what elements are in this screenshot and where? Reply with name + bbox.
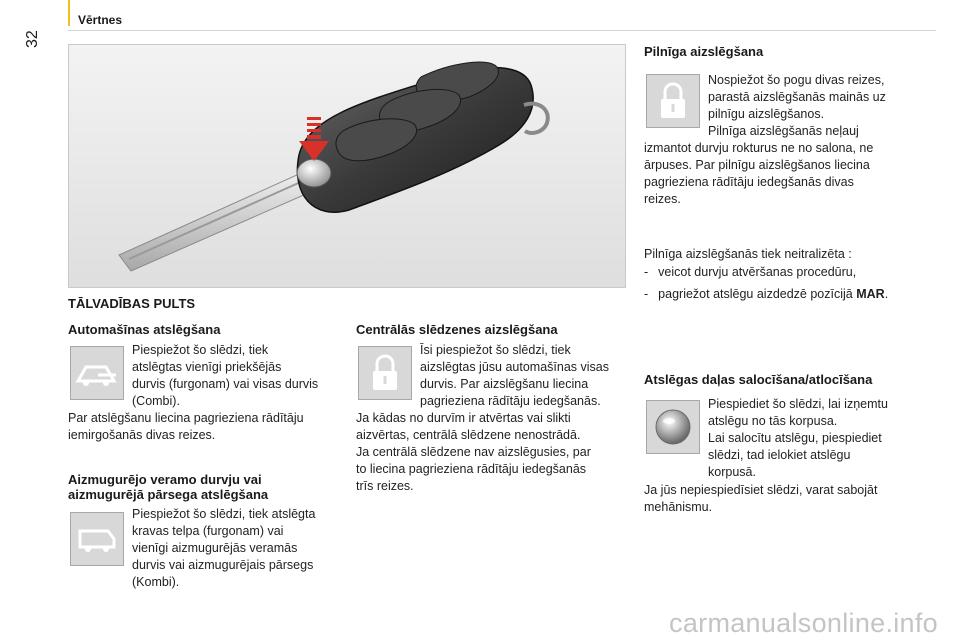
car-unlock-text <box>132 342 318 410</box>
central-lock-text <box>420 342 609 410</box>
full-lock-note <box>644 140 873 208</box>
text-line: Ja jūs nepiespiedīsiet slēdzi, varat sabojāt <box>644 483 878 497</box>
full-lock-title: Pilnīga aizslēgšana <box>644 44 764 59</box>
padlock-icon <box>370 353 400 393</box>
key-fob-illustration <box>69 45 626 288</box>
ignition-position: MAR <box>856 287 885 301</box>
bullet-text-prefix: pagriežot atslēgu aizdedzē pozīcijā <box>658 287 857 301</box>
text-line: Lai salocītu atslēgu, piespiediet <box>708 431 882 445</box>
text-line: atslēgu no tās korpusa. <box>708 414 838 428</box>
release-button-icon <box>650 404 696 450</box>
title-line: aizmugurējā pārsega atslēgšana <box>68 487 269 502</box>
text-line: durvis vai aizmugurējais pārsegs <box>132 558 314 572</box>
text-line: (Kombi). <box>132 575 180 589</box>
bullet-text-suffix: . <box>884 287 889 301</box>
neutralize-item-1 <box>644 264 856 281</box>
text-line: (Combi). <box>132 394 180 408</box>
text-line: mehānismu. <box>644 500 713 514</box>
text-line: pilnīgu aizslēgšanos. <box>708 107 825 121</box>
text-line: iemirgošanās divas reizes. <box>68 428 216 442</box>
rear-unlock-icon-box <box>70 512 124 566</box>
key-fob-photo <box>68 44 626 288</box>
text-line: korpusā. <box>708 465 756 479</box>
section-accent-bar <box>68 0 70 26</box>
watermark: carmanualsonline.info <box>669 608 938 638</box>
text-line: vienīgi aizmugurējās veramās <box>132 541 298 555</box>
fold-note <box>644 482 877 516</box>
header-divider <box>68 30 936 31</box>
text-line: Piespiežot šo slēdzi, tiek <box>132 343 269 357</box>
fold-title: Atslēgas daļas salocīšana/atlocīšana <box>644 372 873 387</box>
text-line: durvis (furgonam) vai visas durvis <box>132 377 319 391</box>
text-line: ārpuses. Par pilnīgu aizslēgšanos liecina <box>644 158 870 172</box>
text-line: slēdzi, tad ielokiet atslēgu <box>708 448 851 462</box>
central-lock-title: Centrālās slēdzenes aizslēgšana <box>356 322 558 337</box>
text-line: parastā aizslēgšanās mainās uz <box>708 90 886 104</box>
neutralize-title: Pilnīga aizslēgšanās tiek neitralizēta : <box>644 247 852 261</box>
fold-icon-box <box>646 400 700 454</box>
page-number: 32 <box>24 30 41 48</box>
car-unlock-icon <box>74 353 120 393</box>
text-line: Ja kādas no durvīm ir atvērtas vai slikti <box>356 411 571 425</box>
central-lock-note <box>356 410 591 495</box>
central-lock-icon-box <box>358 346 412 400</box>
title-line: Aizmugurējo veramo durvju vai <box>68 472 262 487</box>
text-line: trīs reizes. <box>356 479 414 493</box>
text-line: to liecina pagrieziena rādītāju iedegšanās <box>356 462 587 476</box>
text-line: kravas telpa (furgonam) vai <box>132 524 284 538</box>
car-unlock-note <box>68 410 304 444</box>
neutralize-item-2 <box>644 286 888 303</box>
bullet-dash: - <box>644 265 649 279</box>
section-title: Vērtnes <box>78 13 123 27</box>
text-line: Ja centrālā slēdzene nav aizslēgusies, par <box>356 445 591 459</box>
car-unlock-icon-box <box>70 346 124 400</box>
text-line: Īsi piespiežot šo slēdzi, tiek <box>420 343 571 357</box>
text-line: aizvērtas, centrālā slēdzene nenostrādā. <box>356 428 581 442</box>
full-lock-text <box>708 72 886 140</box>
text-line: Piespiediet šo slēdzi, lai izņemtu <box>708 397 888 411</box>
bullet-dash: - <box>644 287 649 301</box>
text-line: durvis. Par aizslēgšanu liecina <box>420 377 589 391</box>
text-line: reizes. <box>644 192 681 206</box>
text-line: Nospiežot šo pogu divas reizes, <box>708 73 885 87</box>
text-line: Pilnīga aizslēgšanās neļauj <box>708 124 859 138</box>
remote-title: TĀLVADĪBAS PULTS <box>68 296 196 311</box>
padlock-icon <box>658 81 688 121</box>
full-lock-icon-box <box>646 74 700 128</box>
rear-unlock-text <box>132 506 315 591</box>
fold-text <box>708 396 888 481</box>
text-line: Par atslēgšanu liecina pagrieziena rādītāju <box>68 411 304 425</box>
text-line: atslēgtas vienīgi priekšējās <box>132 360 282 374</box>
text-line: Piespiežot šo slēdzi, tiek atslēgta <box>132 507 316 521</box>
bullet-text <box>658 286 888 303</box>
text-line: pagrieziena rādītāju iedegšanās divas <box>644 175 854 189</box>
rear-unlock-title <box>68 472 268 502</box>
van-rear-icon <box>74 519 120 559</box>
text-line: pagrieziena rādītāju iedegšanās. <box>420 394 601 408</box>
text-line: izmantot durvju rokturus ne no salona, ne <box>644 141 874 155</box>
text-line: aizslēgtas jūsu automašīnas visas <box>420 360 609 374</box>
car-unlock-title: Automašīnas atslēgšana <box>68 322 221 337</box>
bullet-text: veicot durvju atvēršanas procedūru, <box>658 265 857 279</box>
